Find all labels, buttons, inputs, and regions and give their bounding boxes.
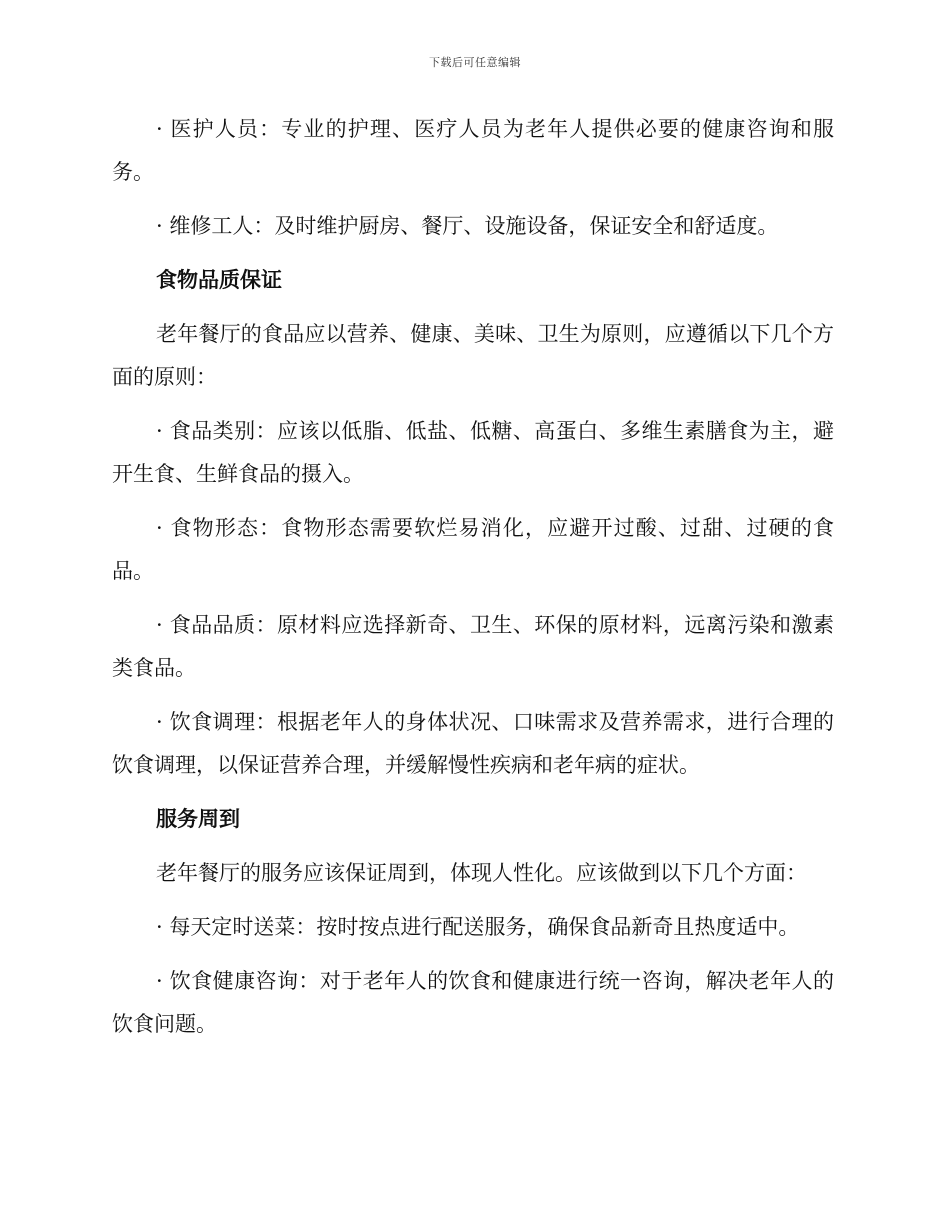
page-header: 下载后可任意编辑 [429, 56, 521, 69]
paragraph-food-principles: 老年餐厅的食品应以营养、健康、美味、卫生为原则，应遵循以下几个方面的原则： [112, 322, 834, 389]
section-heading-food-quality: 食物品质保证 [156, 268, 282, 292]
paragraph-diet-conditioning: · 饮食调理：根据老年人的身体状况、口味需求及营养需求，进行合理的饮食调理，以保证营养合理，并缓解慢性疾病和老年病的症状。 [112, 710, 834, 777]
paragraph-service-intro: 老年餐厅的服务应该保证周到，体现人性化。应该做到以下几个方面： [156, 861, 807, 885]
paragraph-maintenance-workers: · 维修工人：及时维护厨房、餐厅、设施设备，保证安全和舒适度。 [156, 214, 779, 238]
paragraph-daily-delivery: · 每天定时送菜：按时按点进行配送服务，确保食品新奇且热度适中。 [156, 915, 800, 939]
section-heading-service: 服务周到 [156, 807, 240, 831]
paragraph-food-category: · 食品类别：应该以低脂、低盐、低糖、高蛋白、多维生素膳食为主，避开生食、生鲜食品的摄入。 [112, 419, 834, 486]
paragraph-health-consultation: · 饮食健康咨询：对于老年人的饮食和健康进行统一咨询，解决老年人的饮食问题。 [112, 969, 834, 1036]
paragraph-food-form: · 食物形态：食物形态需要软烂易消化，应避开过酸、过甜、过硬的食品。 [112, 516, 834, 583]
paragraph-medical-staff: · 医护人员：专业的护理、医疗人员为老年人提供必要的健康咨询和服务。 [112, 117, 834, 184]
document-body [112, 108, 834, 1057]
paragraph-food-quality: · 食品品质：原材料应选择新奇、卫生、环保的原材料，远离污染和激素类食品。 [112, 613, 834, 680]
